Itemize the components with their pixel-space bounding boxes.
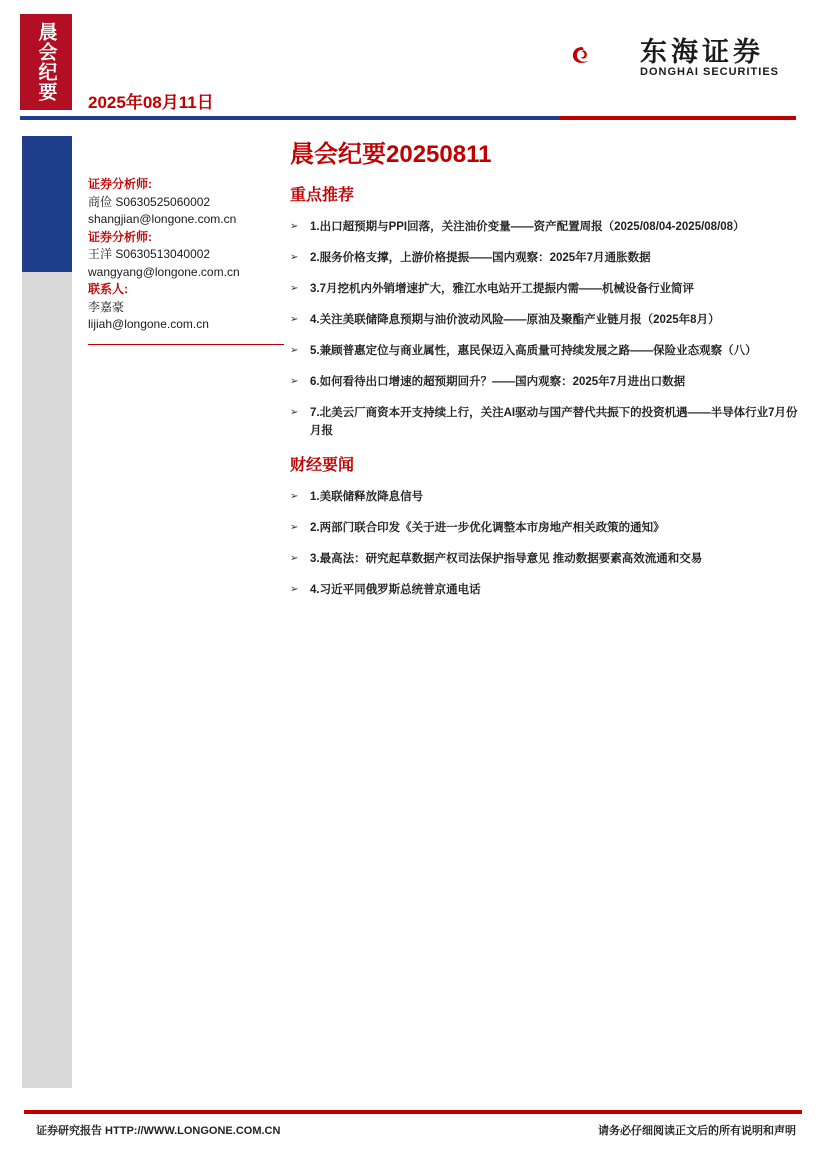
footer-disclaimer: 请务必仔细阅读正文后的所有说明和声明 — [598, 1125, 796, 1137]
list-item[interactable]: ➢ 2.服务价格支撑，上游价格提振——国内观察：2025年7月通胀数据 — [290, 249, 800, 267]
arrow-bullet-icon: ➢ — [290, 221, 299, 232]
section-title-recommend: 重点推荐 — [290, 187, 355, 204]
list-item[interactable]: ➢ 1.美联储释放降息信号 — [290, 488, 800, 506]
contact-role: 证券分析师: — [88, 229, 152, 244]
contact-entry — [88, 229, 288, 282]
arrow-bullet-icon: ➢ — [290, 345, 299, 356]
contact-name: 王洋 S0630513040002 — [88, 247, 211, 261]
list-item[interactable]: ➢ 1.出口超预期与PPI回落，关注油价变量——资产配置周报（2025/08/04-2025/08/08） — [290, 218, 800, 236]
list-item[interactable]: ➢ 4.习近平同俄罗斯总统普京通电话 — [290, 581, 800, 599]
arrow-bullet-icon: ➢ — [290, 584, 299, 595]
contact-name: 商俭 S0630525060002 — [88, 194, 211, 209]
arrow-bullet-icon: ➢ — [290, 553, 299, 564]
list-item[interactable]: ➢ 5.兼顾普惠定位与商业属性，惠民保迈入高质量可持续发展之路——保险业态观察（八） — [290, 342, 800, 360]
header-rule-accent — [560, 116, 796, 120]
contact-email[interactable]: lijiah@longone.com.cn — [88, 317, 209, 331]
contact-role: 证券分析师: — [88, 177, 152, 191]
contact-email[interactable]: shangjian@longone.com.cn — [88, 212, 237, 226]
contact-role: 联系人: — [88, 282, 128, 296]
arrow-bullet-icon: ➢ — [290, 314, 299, 325]
analyst-contacts — [88, 176, 288, 345]
contact-entry — [88, 281, 288, 334]
arrow-bullet-icon: ➢ — [290, 522, 299, 533]
footer-rule — [24, 1110, 802, 1114]
sidebar-panel — [22, 272, 72, 1088]
contacts-divider — [88, 344, 284, 345]
recommend-list — [290, 218, 800, 440]
brand-name-cn: 东海证券 — [640, 37, 764, 68]
list-item[interactable]: ➢ 2.两部门联合印发《关于进一步优化调整本市房地产相关政策的通知》 — [290, 519, 800, 537]
news-list — [290, 488, 800, 599]
list-item[interactable]: ➢ 3.7月挖机内外销增速扩大，雅江水电站开工提振内需——机械设备行业简评 — [290, 280, 800, 298]
brand-name-en: DONGHAI SECURITIES — [640, 66, 780, 78]
footer-report-link[interactable]: 证券研究报告 HTTP://WWW.LONGONE.COM.CN — [36, 1125, 281, 1137]
list-item[interactable]: ➢ 6.如何看待出口增速的超预期回升？——国内观察：2025年7月进出口数据 — [290, 373, 800, 391]
report-type-tag: 晨会纪要 — [20, 14, 72, 110]
report-date: 2025年08月11日 — [88, 93, 214, 112]
arrow-bullet-icon: ➢ — [290, 491, 299, 502]
contact-entry — [88, 176, 288, 229]
arrow-bullet-icon: ➢ — [290, 407, 299, 418]
page-title: 晨会纪要20250811 — [290, 141, 492, 168]
section-title-news: 财经要闻 — [290, 457, 355, 474]
list-item[interactable]: ➢ 4.关注美联储降息预期与油价波动风险——原油及聚酯产业链月报（2025年8月） — [290, 311, 800, 329]
list-item[interactable]: ➢ 3.最高法：研究起草数据产权司法保护指导意见 推动数据要素高效流通和交易 — [290, 550, 800, 568]
arrow-bullet-icon: ➢ — [290, 283, 299, 294]
arrow-bullet-icon: ➢ — [290, 376, 299, 387]
arrow-bullet-icon: ➢ — [290, 252, 299, 263]
donghai-logo-icon — [570, 24, 640, 86]
contact-name: 李嘉豪 — [88, 299, 125, 314]
list-item[interactable]: ➢ 7.北美云厂商资本开支持续上行，关注AI驱动与国产替代共振下的投资机遇——半导体行业7月份月报 — [290, 404, 800, 440]
contact-email[interactable]: wangyang@longone.com.cn — [88, 264, 240, 279]
sidebar-block — [22, 136, 72, 272]
